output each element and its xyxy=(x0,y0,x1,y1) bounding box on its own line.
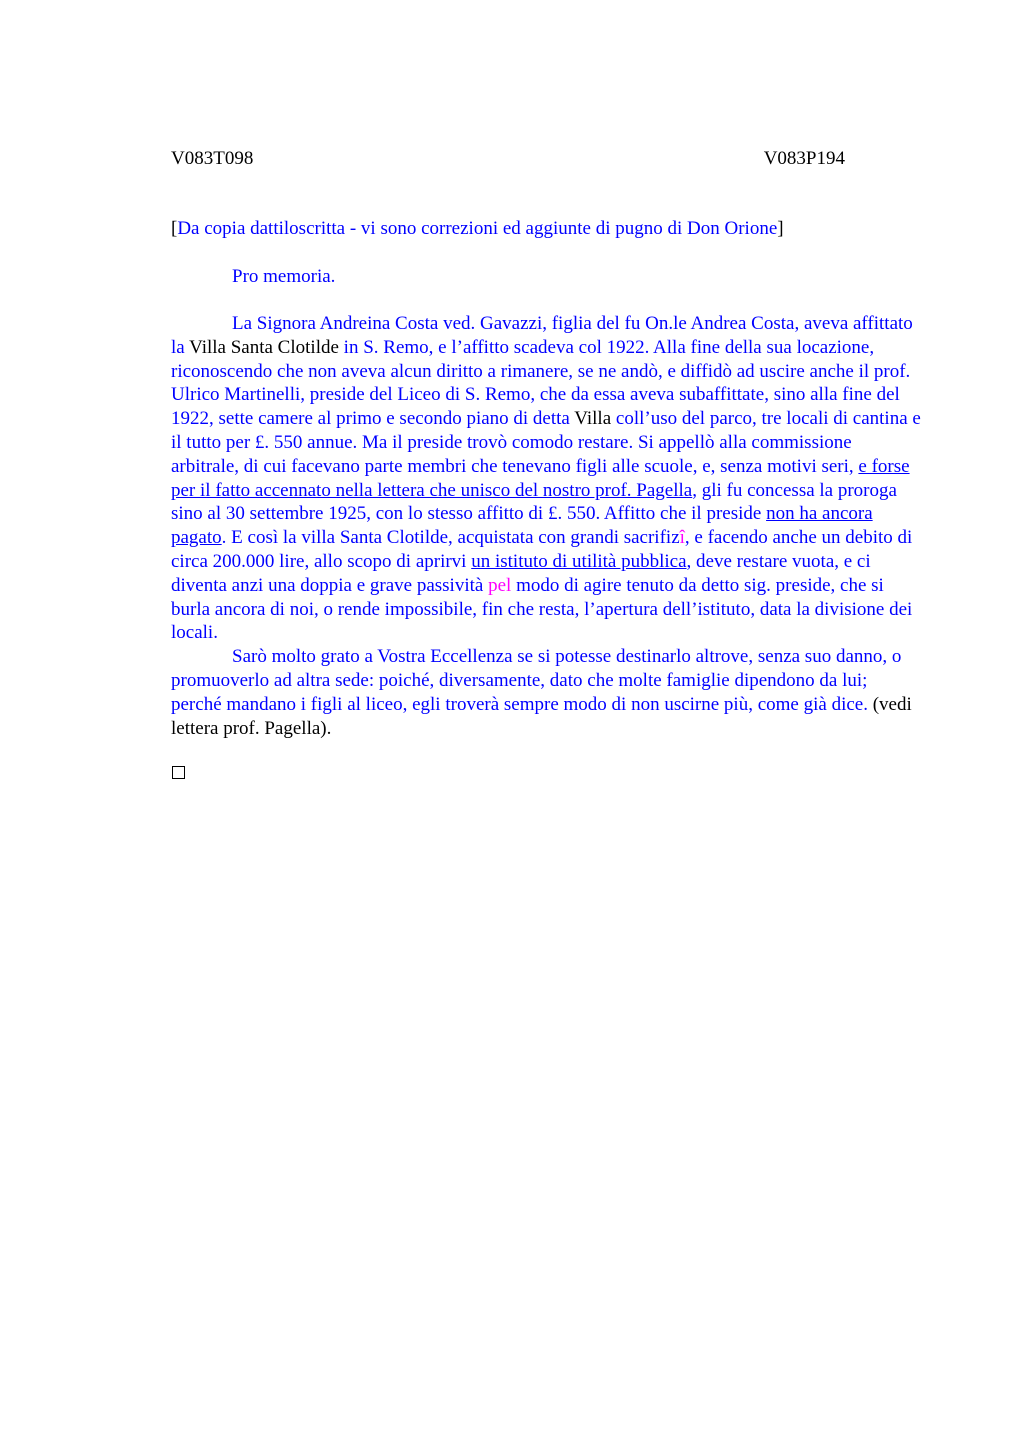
p1-segment: Villa Santa Clotilde xyxy=(189,336,339,358)
p1-segment: Villa xyxy=(574,408,612,430)
p1-underlined-segment: un istituto di utilità pubblica xyxy=(471,550,687,572)
p1-segment: , e facendo anche un debito di circa 200.000 lire, allo scopo di aprirvi xyxy=(171,527,913,572)
paragraph-1 xyxy=(171,312,921,645)
end-of-document-box-icon xyxy=(172,766,185,779)
p2-segment: (vedi lettera prof. Pagella). xyxy=(171,693,912,739)
p1-segment: . E così la villa Santa Clotilde, acquistata con grandi sacrifiz xyxy=(221,527,680,549)
document-code-right: V083P194 xyxy=(763,148,845,169)
p1-segment: La Signora Andreina Costa ved. Gavazzi, figlia del fu On.le Andrea Costa, aveva affittato la xyxy=(171,313,913,358)
note-open-bracket: [ xyxy=(171,218,178,239)
p1-segment: in S. Remo, e l’affitto scadeva col 1922. Alla fine della sua locazione, riconoscendo che non aveva alcun diritto a rimanere, se ne andò, e diffidò ad uscire anche il prof. Ulrico Martinelli, preside del Liceo di S. Remo, che da essa aveva subaffittate, sino alla fine del 1922, sette camere al primo e secondo piano di detta xyxy=(171,336,911,430)
paragraph-2 xyxy=(171,645,921,740)
p1-segment: , deve restare vuota, e ci diventa anzi una doppia e grave passività xyxy=(171,550,871,596)
letter-body xyxy=(171,312,921,740)
editorial-note xyxy=(171,217,784,241)
p1-underlined-segment: non ha ancora pagato xyxy=(171,503,873,549)
p1-handwritten-addition: pel xyxy=(488,574,512,596)
p1-handwritten-addition: î xyxy=(679,527,685,549)
page-header xyxy=(171,147,845,171)
note-close-bracket: ] xyxy=(777,218,784,239)
p1-underlined-segment: e forse per il fatto accennato nella lettera che unisco del nostro prof. Pagella xyxy=(171,455,910,501)
p1-segment: coll’uso del parco, tre locali di cantina e il tutto per £. 550 annue. Ma il preside trovò comodo restare. Si appellò alla commissione arbitrale, di cui facevano parte membri che tenevano figli alle scuole, e, senza motivi seri, xyxy=(171,408,921,477)
note-text: Da copia dattiloscritta - vi sono correzioni ed aggiunte di pugno di Don Orione xyxy=(177,218,778,239)
document-code-left: V083T098 xyxy=(171,148,254,169)
pro-memoria-heading: Pro memoria. xyxy=(232,266,336,287)
p1-segment: modo di agire tenuto da detto sig. preside, che si burla ancora di noi, o rende impossibile, fin che resta, l’apertura dell’istituto, data la divisione dei locali. xyxy=(171,574,913,644)
p2-segment: Sarò molto grato a Vostra Eccellenza se si potesse destinarlo altrove, senza suo danno, o promuoverlo ad altra sede: poiché, diversamente, dato che molte famiglie dipendono da lui; perché mandano i figli al liceo, egli troverà sempre modo di non uscirne più, come già dice. xyxy=(171,646,902,715)
p1-segment: , gli fu concessa la proroga sino al 30 settembre 1925, con lo stesso affitto di £. 550. Affitto che il preside xyxy=(171,479,897,525)
